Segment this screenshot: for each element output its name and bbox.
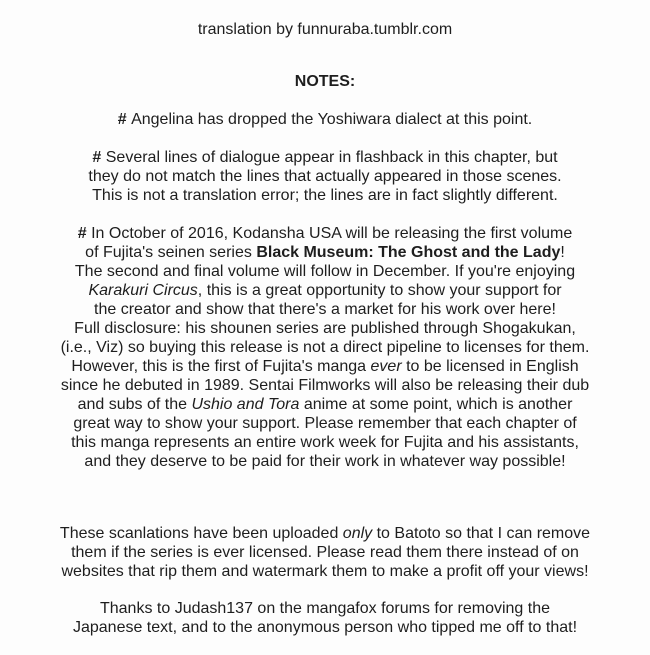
italic-text: Ushio and Tora: [191, 396, 300, 413]
paragraph-note-kodansha-release: [0, 224, 650, 471]
paragraph-note-batoto-upload: [0, 524, 650, 581]
text-line: [0, 433, 650, 452]
text-line: [0, 562, 650, 581]
bold-text: #: [92, 149, 106, 166]
text-segment: (i.e., Viz) so buying this release is not a direct pipeline to licenses for them.: [60, 339, 590, 356]
notes-body: [0, 110, 650, 637]
text-segment: This is not a translation error; the lines are in fact slightly different.: [92, 187, 558, 204]
text-segment: to be licensed in English: [401, 358, 579, 375]
text-segment: since he debuted in 1989. Sentai Filmworks will also be releasing their dub: [60, 377, 590, 394]
text-line: [0, 224, 650, 243]
text-segment: The second and final volume will follow in December. If you're enjoying: [74, 263, 576, 280]
text-line: [0, 262, 650, 281]
text-segment: to Batoto so that I can remove: [372, 525, 591, 542]
text-segment: and subs of the: [77, 396, 192, 413]
text-line: [0, 376, 650, 395]
text-line: [0, 110, 650, 129]
text-line: [0, 243, 650, 262]
paragraph-note-yoshiwara-dialect: [0, 110, 650, 129]
credit-line: translation by funnuraba.tumblr.com: [197, 21, 453, 38]
text-segment: this manga represents an entire work week for Fujita and his assistants,: [71, 434, 579, 451]
text-line: [0, 452, 650, 471]
text-line: [0, 524, 650, 543]
text-segment: Full disclosure: his shounen series are published through Shogakukan,: [74, 320, 576, 337]
text-segment: , this is a great opportunity to show your support for: [197, 282, 562, 299]
text-line: [0, 543, 650, 562]
text-line: [0, 618, 650, 637]
text-segment: the creator and show that there's a market for his work over here!: [94, 301, 556, 318]
text-segment: !: [560, 244, 565, 261]
text-line: [0, 281, 650, 300]
italic-text: only: [342, 525, 373, 542]
text-line: [0, 186, 650, 205]
text-segment: These scanlations have been uploaded: [59, 525, 343, 542]
text-segment: Japanese text, and to the anonymous person who tipped me off to that!: [72, 619, 578, 636]
text-line: [0, 319, 650, 338]
text-line: [0, 357, 650, 376]
text-line: [0, 300, 650, 319]
text-line: [0, 599, 650, 618]
text-segment: and they deserve to be paid for their work in whatever way possible!: [84, 453, 566, 470]
text-segment: Angelina has dropped the Yoshiwara dialect at this point.: [131, 111, 533, 128]
text-segment: Thanks to Judash137 on the mangafox forums for removing the: [99, 600, 551, 617]
text-segment: them if the series is ever licensed. Please read them there instead of on: [71, 544, 579, 561]
bold-text: Black Museum: The Ghost and the Lady: [256, 244, 561, 261]
text-segment: websites that rip them and watermark them to make a profit off your views!: [61, 563, 589, 580]
italic-text: ever: [370, 358, 402, 375]
paragraph-note-flashback-lines: [0, 148, 650, 205]
text-line: [0, 167, 650, 186]
paragraph-note-thanks: [0, 599, 650, 637]
text-line: [0, 395, 650, 414]
text-line: [0, 414, 650, 433]
text-line: [0, 148, 650, 167]
bold-text: #: [77, 225, 92, 242]
text-segment: of Fujita's seinen series: [85, 244, 257, 261]
text-segment: anime at some point, which is another: [299, 396, 573, 413]
text-segment: In October of 2016, Kodansha USA will be releasing the first volume: [91, 225, 573, 242]
text-line: [0, 338, 650, 357]
notes-heading: NOTES:: [294, 73, 356, 90]
text-segment: they do not match the lines that actually appeared in those scenes.: [88, 168, 562, 185]
bold-text: #: [117, 111, 132, 128]
text-segment: However, this is the first of Fujita's manga: [71, 358, 371, 375]
text-segment: great way to show your support. Please remember that each chapter of: [73, 415, 577, 432]
text-segment: Several lines of dialogue appear in flashback in this chapter, but: [105, 149, 558, 166]
italic-text: Karakuri Circus: [88, 282, 198, 299]
